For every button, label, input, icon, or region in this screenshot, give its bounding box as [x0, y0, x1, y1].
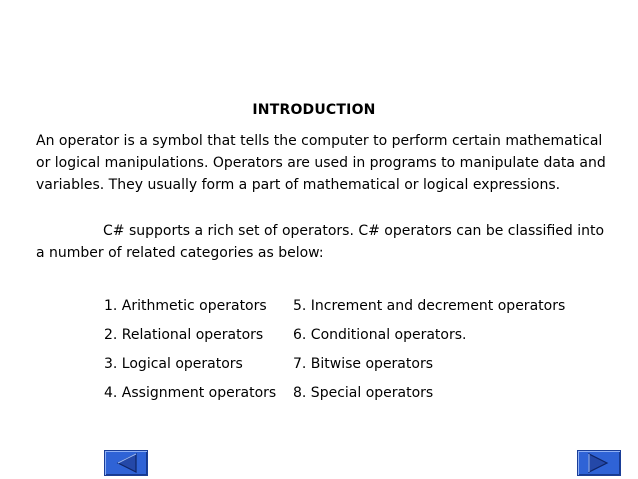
triangle-right-icon: [578, 451, 620, 475]
list-item: 7. Bitwise operators: [293, 356, 433, 372]
triangle-left-icon: [105, 451, 147, 475]
list-item: 1. Arithmetic operators: [104, 298, 267, 314]
operator-list-left: [104, 297, 276, 413]
list-item: 4. Assignment operators: [104, 385, 277, 401]
slide-title: INTRODUCTION: [252, 102, 376, 118]
list-item: 3. Logical operators: [104, 356, 243, 372]
list-item: 2. Relational operators: [104, 327, 264, 343]
list-item: 5. Increment and decrement operators: [293, 298, 566, 314]
intro-paragraph: An operator is a symbol that tells the computer to perform certain mathematical or logical manipulations. Operators are used in programs to manipulate data and variables. They usually form a part of mathematical or logical expressions.: [36, 133, 606, 193]
previous-slide-button[interactable]: [104, 450, 148, 476]
list-item: 6. Conditional operators.: [293, 327, 467, 343]
categories-intro-paragraph: C# supports a rich set of operators. C# operators can be classified into a number of related categories as below:: [36, 223, 605, 261]
next-slide-button[interactable]: [577, 450, 621, 476]
list-item: 8. Special operators: [293, 385, 434, 401]
operator-list-right: [293, 297, 565, 413]
